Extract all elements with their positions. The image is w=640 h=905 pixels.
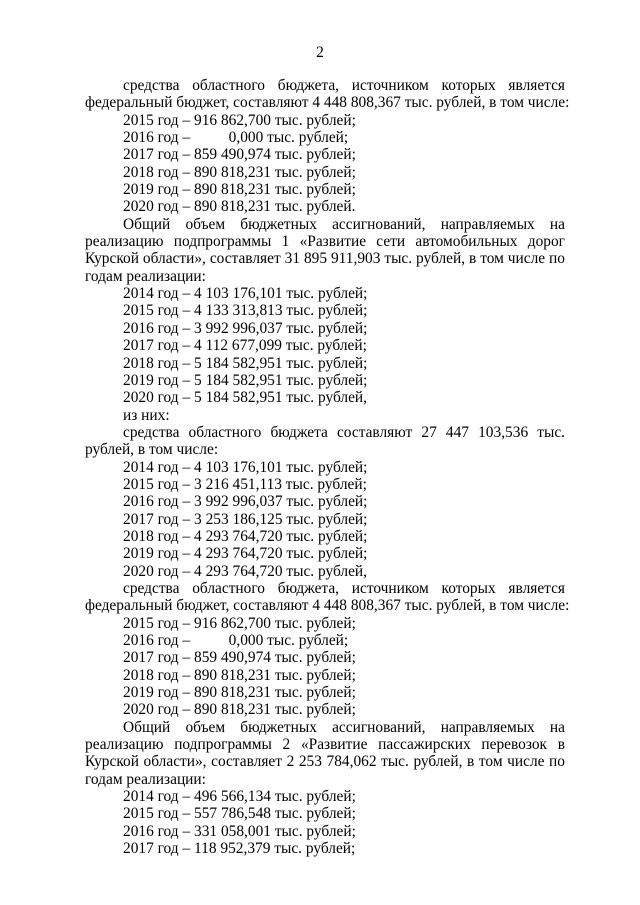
text-line: 2015 год – 4 133 313,813 тыс. рублей; bbox=[123, 302, 368, 320]
text-line: 2014 год – 496 566,134 тыс. рублей; bbox=[123, 788, 356, 806]
text-line: 2016 год – 331 058,001 тыс. рублей; bbox=[123, 822, 356, 840]
text-line: 2017 год – 118 952,379 тыс. рублей; bbox=[123, 840, 356, 858]
text-line: Курской области», составляет 2 253 784,062 тыс. рублей, в том числе по bbox=[85, 753, 565, 771]
text-line: годам реализации: bbox=[85, 267, 206, 285]
text-line: 2020 год – 5 184 582,951 тыс. рублей, bbox=[123, 389, 367, 407]
text-line: 2019 год – 890 818,231 тыс. рублей; bbox=[123, 684, 356, 702]
text-line: 2018 год – 5 184 582,951 тыс. рублей; bbox=[123, 354, 368, 372]
text-line: 2015 год – 916 862,700 тыс. рублей; bbox=[123, 111, 356, 129]
text-line: 2014 год – 4 103 176,101 тыс. рублей; bbox=[123, 285, 368, 303]
text-line: 2018 год – 890 818,231 тыс. рублей; bbox=[123, 666, 356, 684]
text-line: 2015 год – 3 216 451,113 тыс. рублей; bbox=[123, 475, 367, 493]
text-line: 2020 год – 890 818,231 тыс. рублей; bbox=[123, 701, 356, 719]
text-line: 2015 год – 916 862,700 тыс. рублей; bbox=[123, 614, 356, 632]
text-line: 2017 год – 859 490,974 тыс. рублей; bbox=[123, 146, 356, 164]
text-line: реализацию подпрограммы 2 «Развитие пассажирских перевозок в bbox=[85, 736, 565, 754]
text-line: 2017 год – 859 490,974 тыс. рублей; bbox=[123, 649, 356, 667]
text-line: годам реализации: bbox=[85, 770, 206, 788]
text-line: Общий объем бюджетных ассигнований, направляемых на bbox=[123, 718, 565, 736]
text-line: 2018 год – 4 293 764,720 тыс. рублей; bbox=[123, 527, 368, 545]
text-line: 2016 год – 3 992 996,037 тыс. рублей; bbox=[123, 319, 368, 337]
text-line: федеральный бюджет, составляют 4 448 808,367 тыс. рублей, в том числе: bbox=[85, 597, 570, 615]
text-line: рублей, в том числе: bbox=[85, 441, 219, 459]
text-line: 2016 год – 0,000 тыс. рублей; bbox=[123, 632, 349, 649]
text-line: Общий объем бюджетных ассигнований, направляемых на bbox=[123, 215, 565, 233]
text-line: федеральный бюджет, составляют 4 448 808,367 тыс. рублей, в том числе: bbox=[85, 94, 570, 112]
text-line: средства областного бюджета, источником которых является bbox=[123, 77, 565, 94]
text-line: Курской области», составляет 31 895 911,903 тыс. рублей, в том числе по bbox=[85, 250, 565, 268]
text-line: средства областного бюджета составляют 27 447 103,536 тыс. bbox=[123, 423, 565, 441]
page-number: 2 bbox=[316, 44, 324, 61]
text-line: средства областного бюджета, источником которых является bbox=[123, 579, 565, 597]
text-line: 2020 год – 4 293 764,720 тыс. рублей, bbox=[123, 562, 367, 580]
text-line: из них: bbox=[123, 406, 170, 424]
text-line: 2020 год – 890 818,231 тыс. рублей. bbox=[123, 198, 356, 216]
text-line: 2016 год – 0,000 тыс. рублей; bbox=[123, 129, 349, 147]
text-line: реализацию подпрограммы 1 «Развитие сети автомобильных дорог bbox=[85, 233, 565, 251]
text-line: 2017 год – 3 253 186,125 тыс. рублей; bbox=[123, 510, 368, 528]
text-line: 2018 год – 890 818,231 тыс. рублей; bbox=[123, 163, 356, 181]
text-line: 2014 год – 4 103 176,101 тыс. рублей; bbox=[123, 458, 368, 476]
text-line: 2019 год – 890 818,231 тыс. рублей; bbox=[123, 181, 356, 199]
text-line: 2017 год – 4 112 677,099 тыс. рублей; bbox=[123, 337, 367, 355]
text-line: 2019 год – 4 293 764,720 тыс. рублей; bbox=[123, 545, 368, 563]
text-line: 2019 год – 5 184 582,951 тыс. рублей; bbox=[123, 371, 368, 389]
text-line: 2016 год – 3 992 996,037 тыс. рублей; bbox=[123, 493, 368, 511]
document-body bbox=[85, 77, 570, 858]
text-line: 2015 год – 557 786,548 тыс. рублей; bbox=[123, 805, 356, 823]
